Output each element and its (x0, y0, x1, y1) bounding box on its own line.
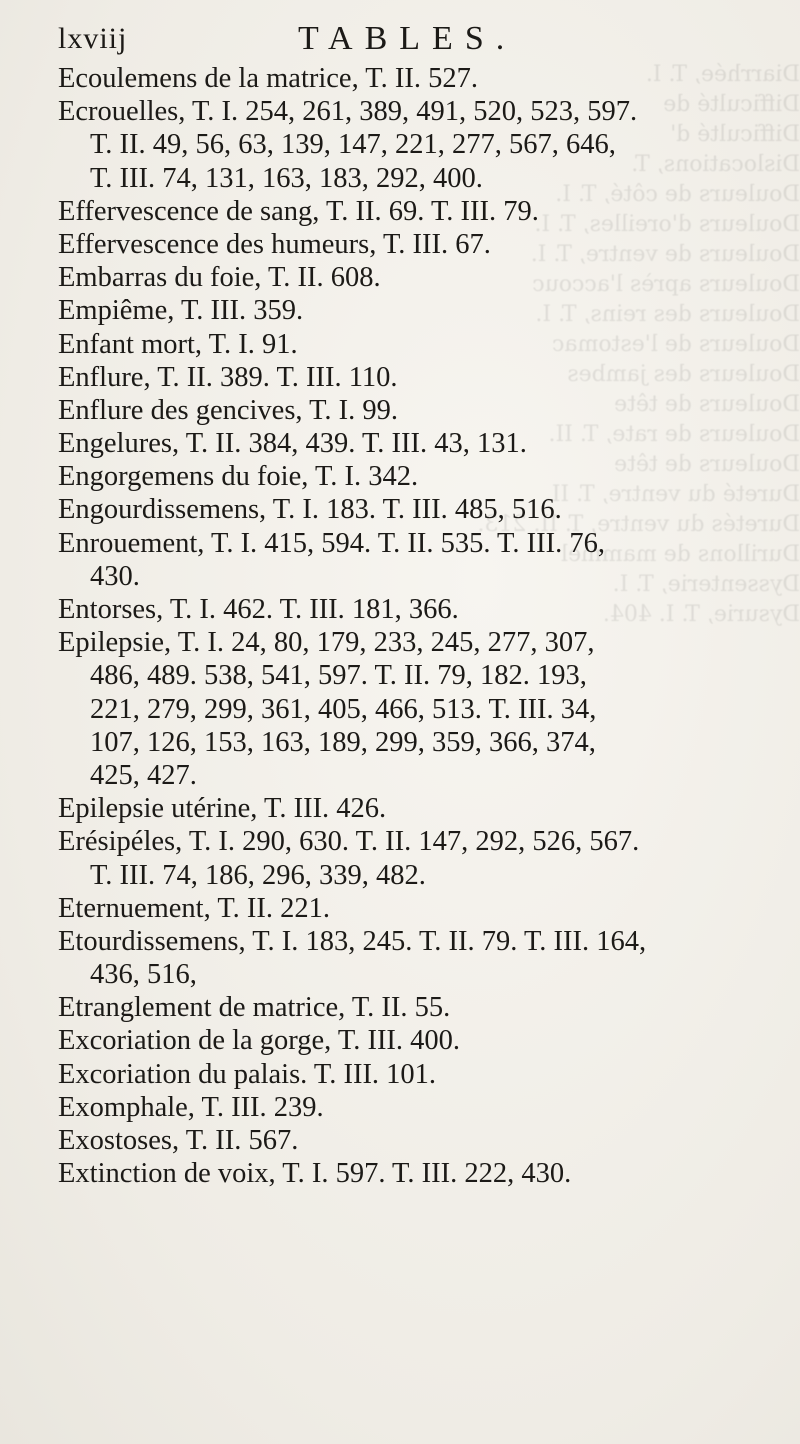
folio-number: lxviij (58, 22, 128, 55)
index-entry: Excoriation du palais. T. III. 101. (58, 1058, 437, 1090)
index-entry-continuation: T. II. 49, 56, 63, 139, 147, 221, 277, 567, 646, (90, 129, 616, 161)
index-entry: Engorgemens du foie, T. I. 342. (58, 461, 419, 493)
index-entry-continuation: 430. (90, 560, 140, 592)
index-entry-continuation: 221, 279, 299, 361, 405, 466, 513. T. III. 34, (90, 693, 597, 725)
index-entry: Enflure, T. II. 389. T. III. 110. (58, 361, 398, 393)
index-entry: Enfant mort, T. I. 91. (58, 328, 298, 360)
index-entry: Engelures, T. II. 384, 439. T. III. 43, 131. (58, 428, 527, 460)
index-entry-continuation: 425, 427. (90, 759, 197, 791)
running-title: TABLES. (298, 20, 517, 57)
page-header (58, 18, 758, 60)
index-entry: Epilepsie utérine, T. III. 426. (58, 793, 387, 825)
index-entry-continuation: 486, 489. 538, 541, 597. T. II. 79, 182. 193, (90, 660, 587, 692)
index-entry: Extinction de voix, T. I. 597. T. III. 222, 430. (58, 1158, 572, 1190)
index-entry: Empiême, T. III. 359. (58, 295, 304, 327)
index-entry: Enrouement, T. I. 415, 594. T. II. 535. T. III. 76, (58, 527, 605, 559)
index-entry: Excoriation de la gorge, T. III. 400. (58, 1025, 461, 1057)
index-entry: Exostoses, T. II. 567. (58, 1125, 299, 1156)
index-entry: Epilepsie, T. I. 24, 80, 179, 233, 245, 277, 307, (58, 627, 595, 659)
index-entry: Embarras du foie, T. II. 608. (58, 262, 381, 294)
index-entry-continuation: 107, 126, 153, 163, 189, 299, 359, 366, 374, (90, 726, 596, 758)
bleed-through-texture: Diarrhée, T. I. Difficulté de Difficulté d' Dislocations, T. Douleurs de côté, T. I. Douleurs d'oreilles, T. I. Douleurs de ventre, T. I. Douleurs après l'accouc Douleurs des reins, T. I. Douleurs de l'estomac Douleurs des jambes Douleurs de tête Douleurs de rate, T. II. Douleurs de tête Dureté du ventre, T. II. Duretés du ventre, T. II. 213. Durillons de mammel Dyssenterie, T. I. Dysurie, T. I. 404. (477, 62, 800, 627)
index-entries (58, 62, 788, 1190)
index-entry: Effervescence de sang, T. II. 69. T. III. 79. (58, 195, 539, 227)
index-entry-continuation: T. III. 74, 186, 296, 339, 482. (90, 859, 426, 891)
index-entry: Ecoulemens de la matrice, T. II. 527. (58, 63, 478, 94)
index-entry: Erésipéles, T. I. 290, 630. T. II. 147, 292, 526, 567. (58, 826, 640, 858)
index-entry: Effervescence des humeurs, T. III. 67. (58, 228, 491, 260)
index-entry: Etourdissemens, T. I. 183, 245. T. II. 79. T. III. 164, (58, 925, 647, 957)
index-entry: Engourdissemens, T. I. 183. T. III. 485, 516. (58, 494, 562, 526)
index-entry: Enflure des gencives, T. I. 99. (58, 394, 399, 426)
index-entry: Entorses, T. I. 462. T. III. 181, 366. (58, 594, 459, 625)
index-entry: Exomphale, T. III. 239. (58, 1091, 324, 1123)
index-entry: Ecrouelles, T. I. 254, 261, 389, 491, 520, 523, 597. (58, 96, 638, 128)
index-entry: Eternuement, T. II. 221. (58, 892, 330, 924)
index-entry-continuation: 436, 516, (90, 959, 197, 991)
index-entry: Etranglement de matrice, T. II. 55. (58, 992, 451, 1024)
index-entry-continuation: T. III. 74, 131, 163, 183, 292, 400. (90, 162, 483, 194)
